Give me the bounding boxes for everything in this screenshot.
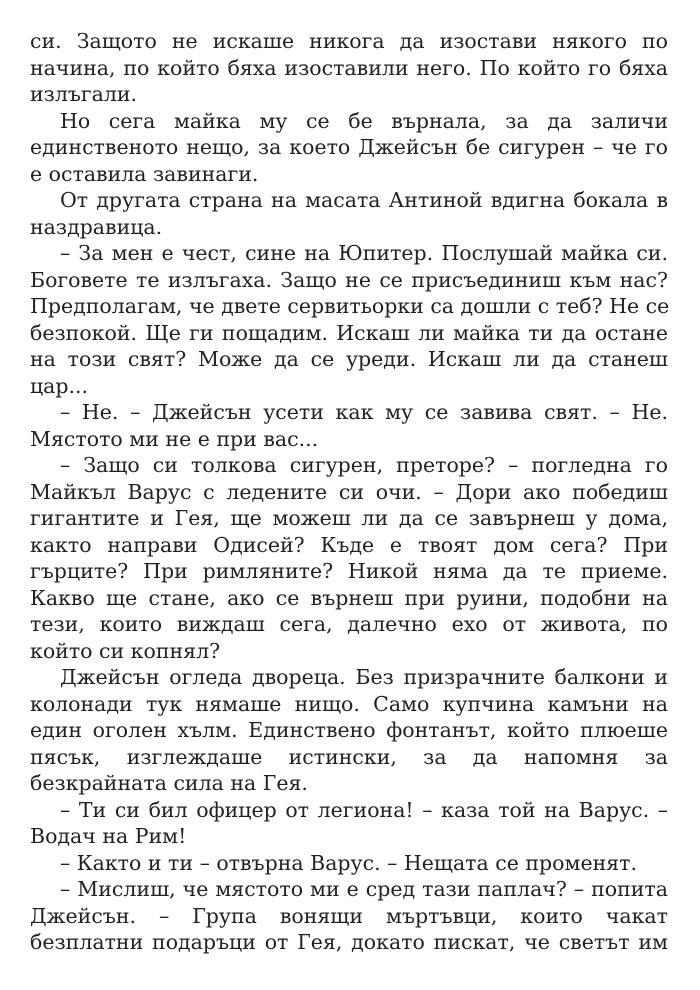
paragraph-start-line: Но сега майка му се бе върнала, за да заличи <box>60 108 668 133</box>
text-line: един оголен хълм. Единствено фонтанът, който плюеше <box>30 718 668 742</box>
text-line: който си копнял? <box>30 638 221 663</box>
text-line: Предполагам, че двете сервитьорки са дошли с теб? Не се <box>30 294 670 318</box>
paragraph-start-line: От другата страна на масата Антиной вдигна бокала в <box>60 188 668 212</box>
text-line: Джейсън. – Група вонящи мъртъвци, които чакат <box>30 903 668 928</box>
text-line: Какво ще стане, ако се върнеш при руини, подобни на <box>30 585 668 610</box>
text-line: цар... <box>30 373 89 398</box>
text-line: колонади тук нямаше нищо. Само купчина камъни на <box>30 691 668 716</box>
text-line: начина, по който бяха изоставили него. По който го бяха <box>30 55 668 80</box>
paragraph-start-line: – За мен е чест, сине на Юпитер. Послушай майка си. <box>60 241 668 265</box>
text-line: излъгали. <box>30 82 138 106</box>
text-line: Боговете те излъгаха. Защо не се присъединиш към нас? <box>30 267 668 292</box>
page-text <box>30 28 668 956</box>
text-line: Майкъл Варус с ледените си очи. – Дори ако победиш <box>30 479 668 504</box>
text-line: както направи Одисей? Къде е твоят дом сега? При <box>30 532 668 557</box>
text-line: наздравица. <box>30 214 163 239</box>
paragraph-start-line: Джейсън огледа двореца. Без призрачните балкони и <box>60 665 668 689</box>
text-line: единственото нещо, за което Джейсън бе сигурен – че го <box>30 135 668 159</box>
text-line: на този свят? Може да се уреди. Искаш ли да станеш <box>30 347 668 371</box>
text-line: гигантите и Гея, ще можеш ли да се завърнеш у дома, <box>30 506 668 530</box>
paragraph-start-line: – Не. – Джейсън усети как му се завива свят. – Не. <box>60 400 668 424</box>
text-line: е оставила завинаги. <box>30 161 259 186</box>
text-line: Водач на Рим! <box>30 824 187 848</box>
paragraph-start-line: – Защо си толкова сигурен, преторе? – погледна го <box>60 453 668 477</box>
text-line: гърците? При римляните? Никой няма да те приеме. <box>30 559 668 583</box>
text-line: безплатни подаръци от Гея, докато пискат, че светът им <box>30 930 668 954</box>
text-line: безкрайната сила на Гея. <box>30 771 308 795</box>
text-line: Мястото ми не е при вас... <box>30 426 319 451</box>
text-line: си. Защото не искаше никога да изостави някого по <box>30 29 668 53</box>
paragraph-start-line: – Ти си бил офицер от легиона! – каза той на Варус. – <box>60 797 668 822</box>
paragraph-start-line: – Мислиш, че мястото ми е сред тази паплач? – попита <box>60 877 668 901</box>
text-line: безпокой. Ще ги пощадим. Искаш ли майка ти да остане <box>30 320 668 345</box>
paragraph-start-line: – Както и ти – отвърна Варус. – Нещата се променят. <box>60 850 638 875</box>
text-line: тези, които виждаш сега, далечно ехо от живота, по <box>30 612 668 636</box>
text-line: пясък, изглеждаше истински, за да напомня за <box>30 744 668 769</box>
